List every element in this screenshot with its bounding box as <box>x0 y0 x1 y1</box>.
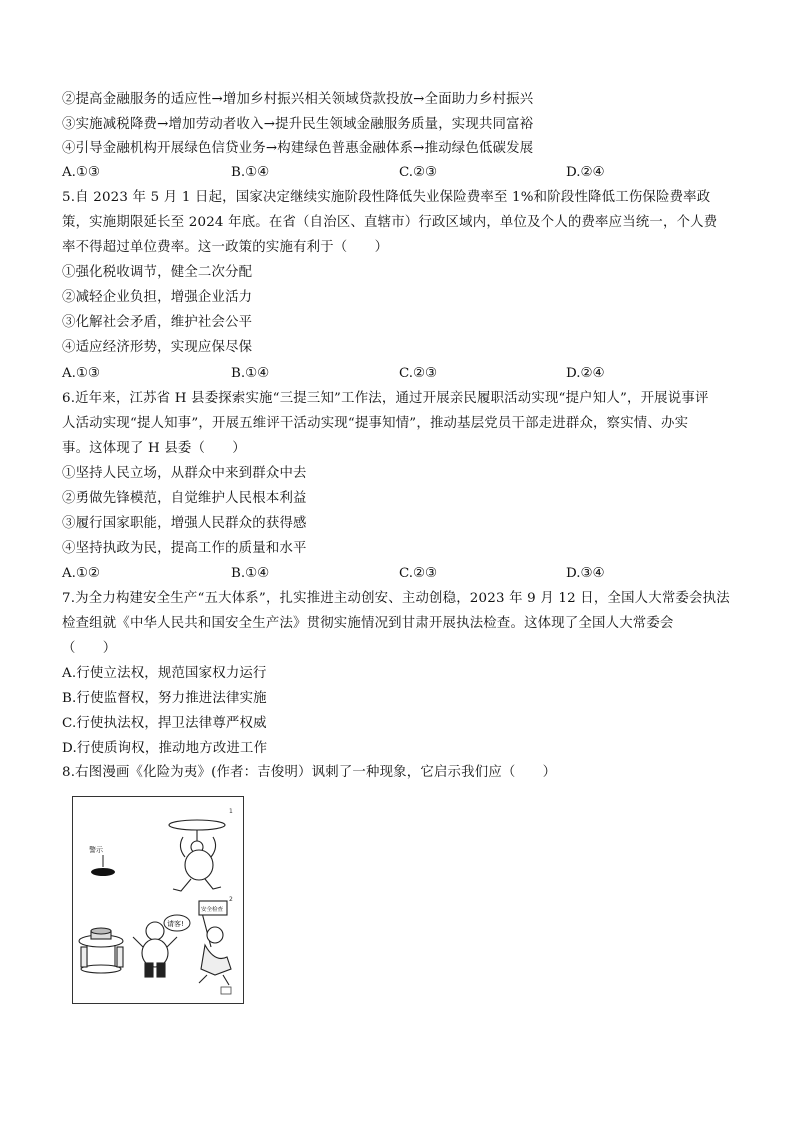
q7-stem-line-2: 检查组就《中华人民共和国安全生产法》贯彻实施情况到甘肃开展执法检查。这体现了全国人大常委会 <box>62 616 674 631</box>
option-a[interactable]: A.①③ <box>62 165 100 180</box>
q5-stem-line-1: 5.自 2023 年 5 月 1 日起，国家决定继续实施阶段性降低失业保险费率至 1%和阶段性降低工伤保险费率政 <box>62 190 711 205</box>
q7-choice-c[interactable]: C.行使执法权，捍卫法律尊严权威 <box>62 716 267 731</box>
panel-1-label: 1 <box>229 808 233 815</box>
speech-text: 请客! <box>167 920 184 928</box>
q5-item-2: ②减轻企业负担，增强企业活力 <box>62 290 253 305</box>
q7-choice-a[interactable]: A.行使立法权，规范国家权力运行 <box>62 666 267 681</box>
q5-stem-line-2: 策，实施期限延长至 2024 年底。在省（自治区、直辖市）行政区域内，单位及个人的费率应当统一，个人费 <box>62 215 718 230</box>
artist-seal <box>221 987 231 994</box>
option-c[interactable]: C.②③ <box>399 566 438 581</box>
q8-stem: 8.右图漫画《化险为夷》(作者：吉俊明）讽刺了一种现象，它启示我们应（ ） <box>62 765 557 780</box>
q7-choice-d[interactable]: D.行使质询权，推动地方改进工作 <box>62 741 268 756</box>
inspector-figure <box>199 901 231 985</box>
q6-stem-line-1: 6.近年来，江苏省 H 县委探索实施“三提三知”工作法，通过开展亲民履职活动实现“提户知人”，开展说事评 <box>62 391 709 406</box>
q5-item-4: ④适应经济形势，实现应保尽保 <box>62 340 253 355</box>
q5-item-1: ①强化税收调节，健全二次分配 <box>62 265 253 280</box>
q6-item-1: ①坚持人民立场，从群众中来到群众中去 <box>62 466 307 481</box>
option-b[interactable]: B.①④ <box>231 566 270 581</box>
warning-sign-text: 警示 <box>89 846 103 854</box>
q6-stem-line-3: 事。这体现了 H 县委（ ） <box>62 441 246 456</box>
flag-text: 安全检查 <box>201 907 224 913</box>
q7-stem-line-3: （ ） <box>62 641 117 656</box>
q6-item-4: ④坚持执政为民，提高工作的质量和水平 <box>62 541 307 556</box>
option-d[interactable]: D.②④ <box>566 165 605 180</box>
q4-item-3: ③实施减税降费→增加劳动者收入→提升民生领域金融服务质量，实现共同富裕 <box>62 117 534 132</box>
option-d[interactable]: D.③④ <box>566 566 605 581</box>
q6-item-3: ③履行国家职能，增强人民群众的获得感 <box>62 516 307 531</box>
option-c[interactable]: C.②③ <box>399 165 438 180</box>
speech-bubble <box>164 915 190 931</box>
banquet-table <box>79 928 123 973</box>
q5-item-3: ③化解社会矛盾，维护社会公平 <box>62 315 253 330</box>
q7-stem-line-1: 7.为全力构建安全生产“五大体系”，扎实推进主动创安、主动创稳，2023 年 9 月 12 日，全国人大常委会执法 <box>62 591 730 606</box>
q6-item-2: ②勇做先锋模范，自觉维护人民根本利益 <box>62 491 307 506</box>
panel-2-label: 2 <box>229 896 233 903</box>
option-b[interactable]: B.①④ <box>231 366 270 381</box>
q7-choice-b[interactable]: B.行使监督权，努力推进法律实施 <box>62 691 267 706</box>
cartoon-drawing <box>73 797 242 1002</box>
q5-stem-line-3: 率不得超过单位费率。这一政策的实施有利于（ ） <box>62 240 389 255</box>
q4-item-2: ②提高金融服务的适应性→增加乡村振兴相关领域贷款投放→全面助力乡村振兴 <box>62 92 534 107</box>
option-b[interactable]: B.①④ <box>231 165 270 180</box>
cartoon-image <box>72 796 244 1004</box>
q6-stem-line-2: 人活动实现“提人知事”，开展五维评干活动实现“提事知情”，推动基层党员干部走进群众，察实情、办实 <box>62 416 689 431</box>
man-carrying-table <box>169 820 225 891</box>
option-d[interactable]: D.②④ <box>566 366 605 381</box>
option-a[interactable]: A.①③ <box>62 366 100 381</box>
hole-with-sign <box>89 845 115 876</box>
q4-item-4: ④引导金融机构开展绿色信贷业务→构建绿色普惠金融体系→推动绿色低碳发展 <box>62 141 534 156</box>
option-a[interactable]: A.①② <box>62 566 100 581</box>
option-c[interactable]: C.②③ <box>399 366 438 381</box>
